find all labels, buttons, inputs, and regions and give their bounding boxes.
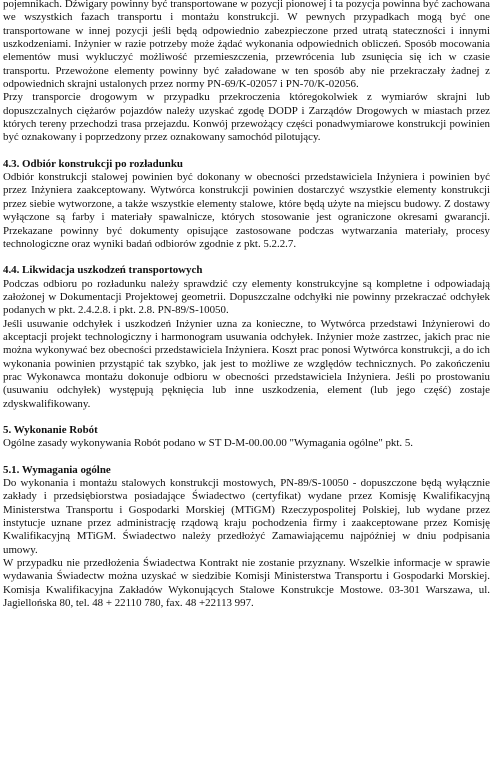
spacer (3, 251, 490, 264)
paragraph-transport-position: pojemnikach. Dźwigary powinny być transportowane w pozycji pionowej i ta pozycja powinna być zachowana we wszystkich fazach transportu i montażu konstrukcji. W pewnych przypadkach mogą być one transportowane w innej pozycji jeśli będą odpowiednio zabezpieczone przed utratą stateczności i innymi uszkodzeniami. Inżynier w razie potrzeby może żądać wykonania odpowiednich obliczeń. Sposób mocowania elementów musi wykluczyć możliwość przemieszczenia, przewrócenia lub zsunięcia się ich w czasie transportu. Przewożone elementy powinny być załadowane w ten sposób aby nie przekraczały żadnej z odpowiednich skrajni ustalonych przez normy PN-69/K-02057 i PN-70/K-02056. (3, 0, 490, 91)
paragraph-certification-requirements: Do wykonania i montażu stalowych konstrukcji mostowych, PN-89/S-10050 - dopuszczone będą wyłącznie zakłady i przedsiębiorstwa posiadające Świadectwo (certyfikat) wydane przez Komisję Kwalifikacyjną Ministerstwa Transportu i Gospodarki Morskiej (MTiGM) Rzeczypospolitej Polskiej, lub wydane przez instytucje uznane przez administrację rządową kraju pochodzenia firmy i zaakceptowane przez Komisję Kwalifikacyjną MTiGM. Świadectwo należy przedłożyć Zamawiającemu najpóźniej w dniu podpisania umowy. (3, 477, 490, 556)
paragraph-damage-repair: Jeśli usuwanie odchyłek i uszkodzeń Inżynier uzna za konieczne, to Wytwórca przedstawi Inżynierowi do akceptacji projekt technologiczny i harmonogram usuwania odchyłek. Inżynier może zastrzec, jakich prac nie można wykonywać bez obecności przedstawiciela Inżyniera. Koszt prac ponosi Wytwórca konstrukcji, a do ich wykonania powinien przystąpić tak szybko, jak jest to możliwe ze względów technicznych. Po zakończeniu prac Wykonawca montażu dokonuje odbioru w obecności przedstawiciela Inżyniera. Jeśli po prostowaniu (usuwaniu odchyłek) występują pęknięcia lub inne uszkodzenia, element (lub jego część) zostaje zdyskwalifikowany. (3, 317, 490, 410)
paragraph-inspection-tolerances: Podczas odbioru po rozładunku należy sprawdzić czy elementy konstrukcyjne są kompletne i odpowiadają założonej w Dokumentacji Projektowej geometrii. Dopuszczalne odchyłki nie powinny przekraczać odchyłek podanych w pkt. 2.4.2.8. i pkt. 2.8. PN-89/S-10050. (3, 277, 490, 317)
spacer (3, 145, 490, 158)
section-heading-5-1: 5.1. Wymagania ogólne (3, 463, 111, 476)
paragraph-acceptance-after-unloading: Odbiór konstrukcji stalowej powinien być dokonany w obecności przedstawiciela Inżyniera i powinien być przez Inżyniera zaakceptowany. Wytwórca konstrukcji powinien dostarczyć wszystkie elementy konstrukcji przez siebie wytworzone, a także wszystkie elementy stalowe, które będą użyte na miejscu budowy. Z dostawy wyłączone są farby i materiały spawalnicze, których stosowanie jest ograniczone okresami gwarancji. Przekazane powinny być dokumenty opisujące zastosowane podczas wytwarzania materiały, procesy technologiczne oraz wyniki badań odbiorów zgodnie z pkt. 5.2.2.7. (3, 171, 490, 250)
document-page (3, 0, 490, 610)
paragraph-general-rules: Ogólne zasady wykonywania Robót podano w ST D-M-00.00.00 "Wymagania ogólne" pkt. 5. (3, 437, 414, 450)
spacer (3, 411, 490, 424)
section-heading-4-3: 4.3. Odbiór konstrukcji po rozładunku (3, 157, 183, 170)
paragraph-road-transport: Przy transporcie drogowym w przypadku przekroczenia któregokolwiek z wymiarów skrajni lub dopuszczalnych ciężarów pojazdów należy uzyskać zgodę DODP i Zarządów Drogowych w miastach przez których tereny przechodzi trasa przejazdu. Konwój przewożący części ponadwymiarowe konstrukcji powinien być oznakowany i poprzedzony przez oznakowany samochód pilotujący. (3, 91, 490, 144)
spacer (3, 451, 490, 464)
section-heading-4-4: 4.4. Likwidacja uszkodzeń transportowych (3, 264, 203, 277)
section-heading-5: 5. Wykonanie Robót (3, 423, 98, 436)
paragraph-certificate-information: W przypadku nie przedłożenia Świadectwa Kontrakt nie zostanie przyznany. Wszelkie informacje w sprawie wydawania Świadectw można uzyskać w siedzibie Komisji Ministerstwa Transportu i Gospodarki Morskiej. Komisja Kwalifikacyjna Zakładów Wykonujących Stalowe Konstrukcje Mostowe. 03-301 Warszawa, ul. Jagiellońska 80, tel. 48 + 22110 780, fax. 48 +22113 997. (3, 557, 490, 610)
